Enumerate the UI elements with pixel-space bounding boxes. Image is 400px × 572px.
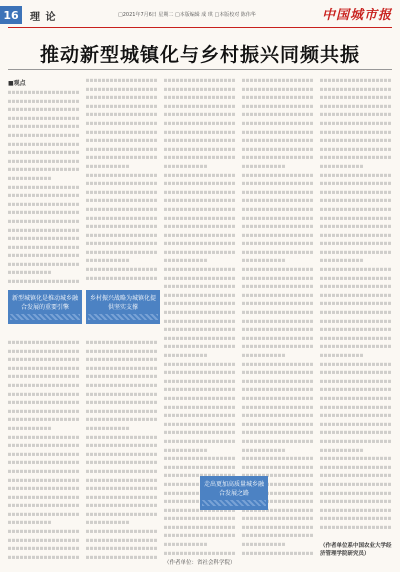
text-line xyxy=(8,435,80,438)
text-line xyxy=(320,276,392,279)
text-line xyxy=(320,526,392,529)
text-line xyxy=(242,208,314,211)
text-line xyxy=(8,538,80,541)
text-line xyxy=(242,199,314,202)
text-line xyxy=(86,259,129,262)
text-line xyxy=(242,337,314,340)
text-line xyxy=(320,113,392,116)
article-headline: 推动新型城镇化与乡村振兴同频共振 xyxy=(39,44,360,66)
text-line xyxy=(320,431,392,434)
text-line xyxy=(8,177,51,180)
text-line xyxy=(86,105,158,108)
lead-marker: ■观点 xyxy=(8,80,26,87)
text-line xyxy=(242,440,314,443)
text-line xyxy=(86,199,158,202)
text-line xyxy=(242,388,314,391)
text-line xyxy=(8,427,51,430)
text-line xyxy=(242,551,314,554)
text-line xyxy=(86,513,158,516)
text-line xyxy=(320,122,392,125)
text-line xyxy=(164,122,236,125)
text-line xyxy=(164,182,236,185)
text-line xyxy=(86,87,158,90)
text-column-5 xyxy=(320,76,392,538)
text-line xyxy=(164,242,236,245)
text-line xyxy=(86,495,158,498)
text-line xyxy=(164,448,207,451)
text-line xyxy=(8,487,80,490)
dateline: □2021年7月6日 星期二 □本版编辑 成 琪 □本版校对 陈伟华 xyxy=(118,12,256,18)
text-line xyxy=(86,487,158,490)
text-line xyxy=(242,294,314,297)
text-column-2 xyxy=(86,76,158,286)
text-line xyxy=(8,142,80,145)
text-line xyxy=(8,211,80,214)
text-line xyxy=(320,362,392,365)
text-line xyxy=(164,294,236,297)
text-line xyxy=(242,156,314,159)
text-line xyxy=(8,160,80,163)
text-line xyxy=(164,354,207,357)
text-line xyxy=(86,392,158,395)
text-line xyxy=(8,384,80,387)
text-line xyxy=(86,216,158,219)
text-line xyxy=(8,401,80,404)
text-line xyxy=(164,105,236,108)
text-line xyxy=(320,345,392,348)
text-line xyxy=(242,191,314,194)
text-line xyxy=(320,233,392,236)
text-line xyxy=(320,466,392,469)
text-line xyxy=(86,233,158,236)
text-line xyxy=(86,276,158,279)
text-line xyxy=(164,302,236,305)
text-line xyxy=(86,504,158,507)
text-line xyxy=(320,148,392,151)
masthead-rule xyxy=(8,27,392,28)
text-line xyxy=(8,254,80,257)
pullquote-decoration xyxy=(10,314,80,320)
author-note: （作者单位系中国农业大学经济管理学院研究员） xyxy=(320,543,392,557)
text-line xyxy=(164,345,236,348)
text-line xyxy=(8,203,80,206)
text-column-2b xyxy=(86,338,158,564)
text-line xyxy=(320,268,392,271)
text-line xyxy=(86,384,158,387)
text-line xyxy=(164,156,236,159)
text-line xyxy=(242,122,314,125)
text-line xyxy=(320,96,392,99)
text-line xyxy=(86,96,158,99)
text-line xyxy=(164,423,236,426)
text-line xyxy=(164,534,236,537)
text-line xyxy=(8,280,80,283)
text-line xyxy=(242,423,314,426)
text-line xyxy=(242,276,314,279)
text-line xyxy=(86,521,129,524)
text-line xyxy=(242,130,314,133)
text-line xyxy=(242,225,314,228)
text-line xyxy=(8,530,80,533)
text-line xyxy=(164,457,236,460)
text-line xyxy=(164,130,236,133)
text-line xyxy=(8,194,80,197)
text-line xyxy=(242,87,314,90)
text-line xyxy=(86,165,129,168)
text-line xyxy=(242,448,285,451)
text-line xyxy=(86,478,158,481)
text-line xyxy=(86,182,158,185)
text-line xyxy=(320,302,392,305)
text-line xyxy=(320,173,392,176)
text-line xyxy=(86,556,158,559)
pullquote-text: 乡村振兴战略为城镇化提供坚实支撑 xyxy=(89,295,156,311)
text-line xyxy=(242,113,314,116)
text-line xyxy=(242,302,314,305)
text-line xyxy=(86,122,158,125)
text-line xyxy=(320,337,392,340)
text-line xyxy=(164,328,236,331)
text-line xyxy=(242,457,314,460)
text-line xyxy=(86,268,158,271)
pullquote-box-1 xyxy=(8,290,82,324)
text-line xyxy=(164,311,236,314)
masthead xyxy=(0,0,400,26)
text-line xyxy=(86,358,158,361)
text-line xyxy=(320,388,392,391)
text-line xyxy=(164,466,236,469)
text-line xyxy=(164,371,236,374)
text-line xyxy=(86,341,158,344)
text-line xyxy=(164,251,236,254)
pullquote-text: 新型城镇化是推动城乡融合发展的重要引擎 xyxy=(11,295,78,311)
text-line xyxy=(8,392,80,395)
text-line xyxy=(164,96,236,99)
text-line xyxy=(8,237,80,240)
text-line xyxy=(242,268,314,271)
text-line xyxy=(164,319,236,322)
text-line xyxy=(164,259,207,262)
text-line xyxy=(320,191,392,194)
text-line xyxy=(242,319,314,322)
text-column-1 xyxy=(8,88,80,288)
text-line xyxy=(8,91,80,94)
page-number-badge: 16 xyxy=(0,6,22,24)
text-line xyxy=(242,345,314,348)
text-line xyxy=(164,380,236,383)
text-line xyxy=(86,401,158,404)
text-line xyxy=(8,263,80,266)
text-line xyxy=(242,405,314,408)
text-line xyxy=(320,508,392,511)
text-line xyxy=(164,440,236,443)
text-line xyxy=(8,245,80,248)
text-line xyxy=(320,380,392,383)
headline-rule xyxy=(8,69,392,70)
pullquote-text: 走出更加高质量城乡融合发展之路 xyxy=(203,481,264,497)
text-line xyxy=(242,371,314,374)
text-line xyxy=(320,483,392,486)
text-line xyxy=(164,551,236,554)
text-line xyxy=(8,125,80,128)
text-line xyxy=(320,440,392,443)
text-line xyxy=(320,285,392,288)
text-line xyxy=(320,371,392,374)
text-line xyxy=(242,466,314,469)
text-line xyxy=(242,526,314,529)
text-line xyxy=(320,448,363,451)
text-line xyxy=(320,242,392,245)
text-line xyxy=(320,491,392,494)
text-line xyxy=(320,319,392,322)
text-line xyxy=(164,165,207,168)
byline: （作者单位：省社会科学院） xyxy=(164,560,236,566)
text-line xyxy=(320,251,392,254)
text-line xyxy=(320,500,392,503)
text-line xyxy=(86,410,158,413)
text-line xyxy=(320,517,392,520)
text-line xyxy=(86,547,158,550)
text-line xyxy=(164,225,236,228)
text-line xyxy=(8,504,80,507)
text-line xyxy=(86,444,158,447)
text-line xyxy=(86,538,158,541)
text-line xyxy=(242,414,314,417)
text-line xyxy=(320,130,392,133)
text-line xyxy=(164,113,236,116)
text-line xyxy=(86,251,158,254)
text-line xyxy=(242,259,285,262)
text-line xyxy=(8,185,80,188)
text-line xyxy=(320,199,392,202)
text-line xyxy=(164,543,207,546)
section-title: 理 论 xyxy=(30,12,57,23)
text-line xyxy=(242,397,314,400)
text-line xyxy=(86,349,158,352)
text-line xyxy=(164,268,236,271)
text-line xyxy=(320,405,392,408)
text-line xyxy=(8,271,51,274)
text-line xyxy=(8,521,51,524)
pullquote-decoration xyxy=(88,314,158,320)
text-line xyxy=(242,182,314,185)
text-line xyxy=(8,349,80,352)
text-line xyxy=(164,526,236,529)
text-line xyxy=(86,156,158,159)
text-line xyxy=(8,151,80,154)
text-line xyxy=(242,311,314,314)
text-line xyxy=(86,453,158,456)
text-line xyxy=(242,242,314,245)
text-line xyxy=(320,208,392,211)
text-line xyxy=(164,173,236,176)
text-line xyxy=(86,470,158,473)
text-line xyxy=(86,427,129,430)
text-line xyxy=(8,117,80,120)
text-line xyxy=(164,405,236,408)
text-line xyxy=(320,225,392,228)
text-line xyxy=(242,105,314,108)
text-line xyxy=(242,285,314,288)
text-line xyxy=(164,216,236,219)
text-line xyxy=(164,276,236,279)
text-line xyxy=(164,431,236,434)
text-line xyxy=(86,530,158,533)
text-line xyxy=(86,375,158,378)
text-line xyxy=(8,461,80,464)
text-line xyxy=(242,328,314,331)
text-line xyxy=(8,168,80,171)
text-line xyxy=(164,397,236,400)
text-line xyxy=(164,191,236,194)
text-line xyxy=(242,431,314,434)
text-line xyxy=(320,182,392,185)
text-line xyxy=(86,225,158,228)
text-line xyxy=(86,418,158,421)
text-line xyxy=(8,410,80,413)
text-line xyxy=(8,375,80,378)
text-line xyxy=(86,139,158,142)
text-line xyxy=(320,328,392,331)
text-line xyxy=(8,99,80,102)
text-line xyxy=(86,435,158,438)
text-line xyxy=(242,96,314,99)
text-line xyxy=(320,105,392,108)
text-line xyxy=(86,113,158,116)
text-line xyxy=(320,474,392,477)
text-line xyxy=(86,130,158,133)
text-line xyxy=(8,478,80,481)
pullquote-box-3 xyxy=(200,476,268,510)
text-line xyxy=(164,337,236,340)
text-line xyxy=(8,220,80,223)
text-line xyxy=(164,517,236,520)
text-line xyxy=(242,362,314,365)
text-line xyxy=(164,414,236,417)
text-line xyxy=(8,367,80,370)
text-line xyxy=(320,165,363,168)
text-line xyxy=(242,148,314,151)
newspaper-logo: 中国城市报 xyxy=(321,8,392,23)
text-line xyxy=(86,79,158,82)
text-line xyxy=(164,87,236,90)
text-line xyxy=(164,388,236,391)
text-line xyxy=(86,242,158,245)
text-line xyxy=(320,423,392,426)
text-line xyxy=(242,165,285,168)
text-line xyxy=(242,534,314,537)
text-line xyxy=(8,341,80,344)
text-line xyxy=(86,173,158,176)
text-line xyxy=(320,87,392,90)
text-line xyxy=(242,216,314,219)
text-column-1b xyxy=(8,338,80,564)
text-line xyxy=(320,414,392,417)
text-line xyxy=(242,251,314,254)
text-line xyxy=(86,208,158,211)
text-line xyxy=(8,556,80,559)
text-line xyxy=(242,173,314,176)
text-line xyxy=(164,79,236,82)
text-line xyxy=(242,354,285,357)
text-line xyxy=(242,380,314,383)
text-line xyxy=(242,543,285,546)
text-line xyxy=(320,294,392,297)
text-line xyxy=(8,547,80,550)
text-line xyxy=(320,139,392,142)
text-line xyxy=(320,311,392,314)
text-line xyxy=(242,79,314,82)
text-line xyxy=(86,367,158,370)
text-line xyxy=(164,362,236,365)
text-line xyxy=(164,148,236,151)
text-line xyxy=(320,397,392,400)
text-line xyxy=(164,199,236,202)
pullquote-box-2 xyxy=(86,290,160,324)
text-line xyxy=(242,517,314,520)
text-line xyxy=(8,418,80,421)
text-line xyxy=(86,461,158,464)
text-line xyxy=(8,470,80,473)
text-line xyxy=(86,148,158,151)
text-line xyxy=(320,354,363,357)
text-line xyxy=(8,513,80,516)
text-line xyxy=(8,228,80,231)
text-line xyxy=(320,79,392,82)
text-line xyxy=(8,358,80,361)
text-line xyxy=(8,495,80,498)
text-line xyxy=(164,285,236,288)
text-line xyxy=(8,444,80,447)
text-line xyxy=(320,259,363,262)
text-line xyxy=(164,208,236,211)
text-line xyxy=(164,233,236,236)
text-line xyxy=(8,453,80,456)
text-line xyxy=(320,156,392,159)
text-line xyxy=(242,139,314,142)
text-line xyxy=(8,134,80,137)
text-line xyxy=(8,108,80,111)
pullquote-decoration xyxy=(202,500,266,506)
text-line xyxy=(164,139,236,142)
text-line xyxy=(86,191,158,194)
text-line xyxy=(242,233,314,236)
text-line xyxy=(320,216,392,219)
text-line xyxy=(320,457,392,460)
